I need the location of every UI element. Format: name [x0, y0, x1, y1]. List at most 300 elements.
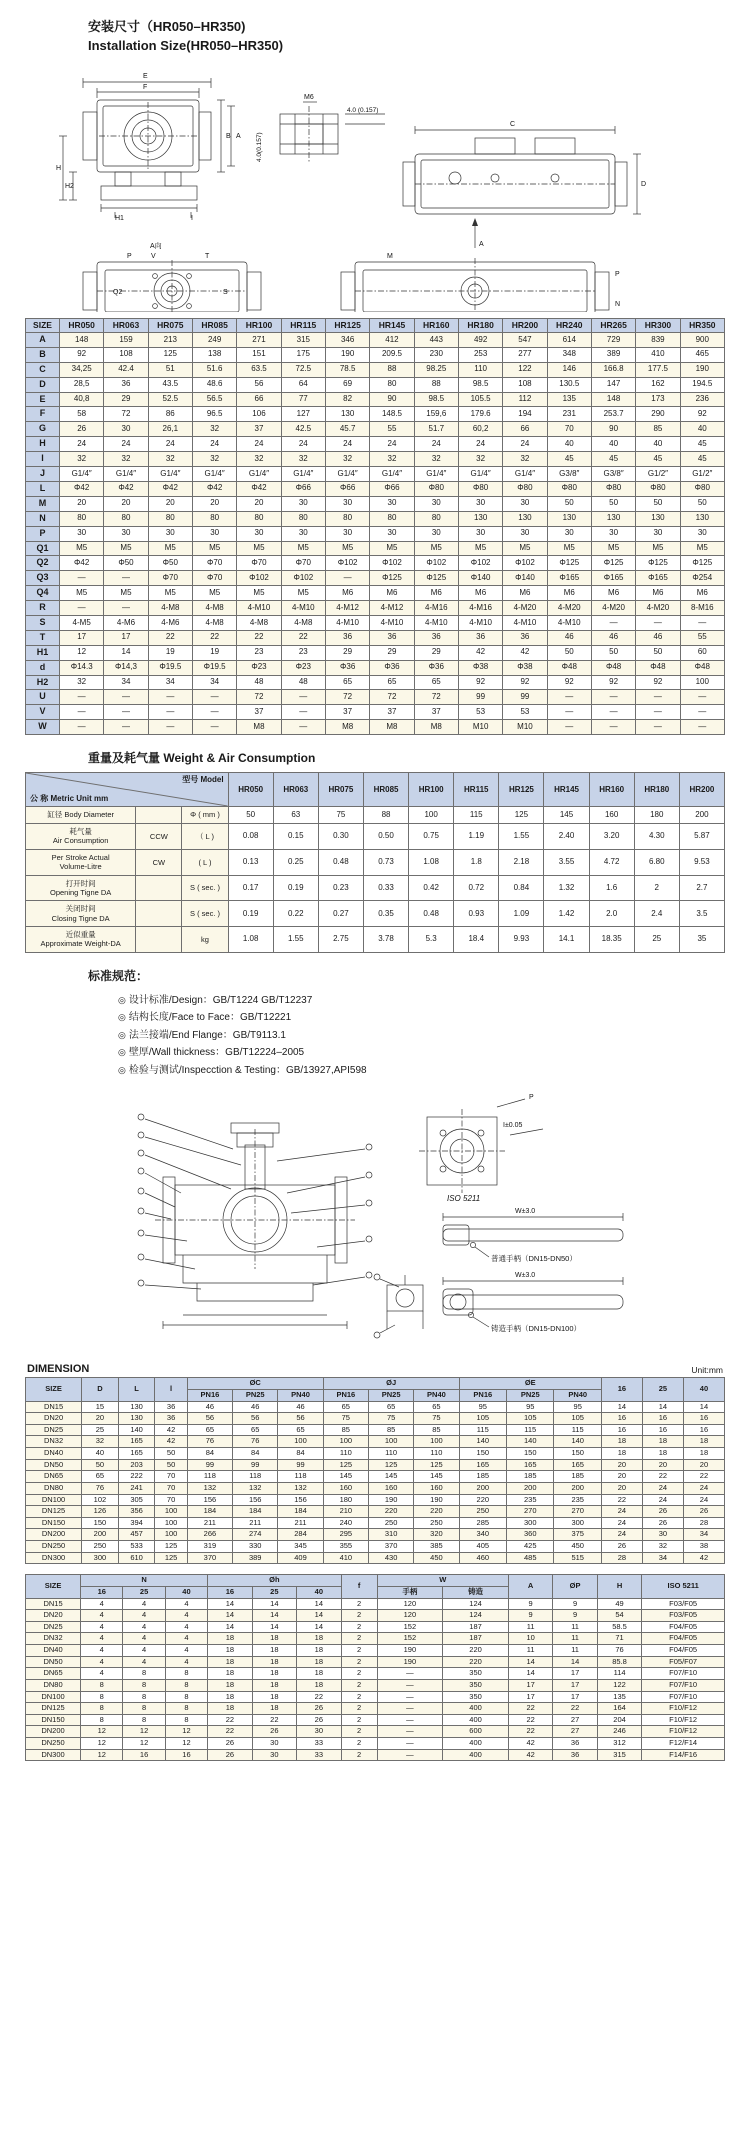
table-cell: 14 [601, 1401, 642, 1413]
table-cell: 18 [297, 1645, 342, 1657]
table-cell: 22 [683, 1471, 724, 1483]
table-cell: 11 [508, 1645, 552, 1657]
weight-row-label: 打开时间 Opening Tigne DA [26, 875, 136, 901]
table-cell: 46 [278, 1401, 323, 1413]
table-cell: 4-M10 [547, 615, 591, 630]
table-cell: 45 [680, 452, 724, 467]
table-cell: 310 [368, 1529, 413, 1541]
table-cell: 4-M12 [325, 601, 369, 616]
table-cell: 4-M16 [414, 601, 458, 616]
table-cell: 190 [377, 1656, 443, 1668]
table-cell: 138 [192, 347, 236, 362]
table-cell: — [377, 1749, 443, 1761]
table-cell: 88 [363, 807, 408, 824]
table-cell: 92 [547, 675, 591, 690]
table-cell: 105 [554, 1413, 601, 1425]
table-cell: 400 [443, 1738, 509, 1750]
table-cell: 18 [252, 1633, 296, 1645]
table-cell: 32 [82, 1436, 119, 1448]
table-cell: 0.75 [409, 824, 454, 850]
table-cell: 51 [148, 362, 192, 377]
table-cell: 140 [118, 1424, 155, 1436]
table-cell: M5 [148, 586, 192, 601]
svg-text:I±0.05: I±0.05 [503, 1122, 523, 1130]
table-cell: 125 [148, 347, 192, 362]
dim-size-cell: DN250 [26, 1738, 81, 1750]
table-cell: M6 [325, 586, 369, 601]
dim-size-cell: DN125 [26, 1703, 81, 1715]
table-cell: 40 [636, 437, 680, 452]
table-cell: 12 [165, 1726, 207, 1738]
table-cell: 1.6 [589, 875, 634, 901]
table-cell: 16 [601, 1413, 642, 1425]
table-cell: 80 [414, 511, 458, 526]
table-cell: 1.08 [228, 927, 273, 953]
table-cell: 240 [323, 1517, 368, 1529]
table-cell: 2 [341, 1668, 377, 1680]
table-cell: M5 [370, 541, 414, 556]
table-cell: 16 [642, 1413, 683, 1425]
table-cell: 184 [233, 1506, 278, 1518]
table-cell: 246 [597, 1726, 641, 1738]
table-cell: Φ165 [547, 571, 591, 586]
table-cell: 36 [553, 1738, 597, 1750]
table-cell: 55 [680, 630, 724, 645]
dim2-subheader: 25 [123, 1586, 165, 1598]
dim-size-cell: DN200 [26, 1726, 81, 1738]
table-cell: 50 [228, 807, 273, 824]
table-cell: 50 [636, 496, 680, 511]
table-cell: Φ70 [192, 571, 236, 586]
table-cell: 4 [165, 1621, 207, 1633]
table-cell: Φ42 [192, 481, 236, 496]
table-cell: 40,8 [60, 392, 104, 407]
table-cell: 42.4 [104, 362, 148, 377]
table-cell: — [636, 615, 680, 630]
table-cell: M5 [192, 586, 236, 601]
table-cell: 30 [237, 526, 281, 541]
dim-size-cell: DN25 [26, 1424, 82, 1436]
table-cell: 11 [553, 1621, 597, 1633]
row-label: H2 [26, 675, 60, 690]
row-label: T [26, 630, 60, 645]
table-cell: 84 [187, 1448, 232, 1460]
table-row [26, 1738, 725, 1750]
table-cell: — [377, 1679, 443, 1691]
table-cell: 253 [458, 347, 502, 362]
table-cell: 99 [278, 1459, 323, 1471]
table-cell: 151 [237, 347, 281, 362]
table-cell: 30 [192, 526, 236, 541]
table-cell: 120 [377, 1610, 443, 1622]
dim1-subheader: PN16 [323, 1389, 368, 1401]
weight-header-model: HR160 [589, 773, 634, 807]
table-cell: 187 [443, 1621, 509, 1633]
table-cell: 533 [118, 1541, 155, 1553]
table-cell: 4-M8 [192, 601, 236, 616]
table-cell: 65 [233, 1424, 278, 1436]
svg-text:H1: H1 [115, 214, 124, 222]
table-cell: 295 [323, 1529, 368, 1541]
header-model: HR240 [547, 318, 591, 332]
table-cell: 30 [297, 1726, 342, 1738]
table-cell: 66 [237, 392, 281, 407]
table-cell: 42 [155, 1424, 187, 1436]
table-cell: 105.5 [458, 392, 502, 407]
table-cell: 270 [554, 1506, 601, 1518]
table-cell: — [377, 1714, 443, 1726]
header-size: SIZE [26, 318, 60, 332]
table-cell: 80 [148, 511, 192, 526]
table-cell: — [281, 690, 325, 705]
table-cell: 36 [325, 630, 369, 645]
table-cell: 320 [414, 1529, 459, 1541]
weight-header-model: HR050 [228, 773, 273, 807]
table-cell: 84 [278, 1448, 323, 1460]
table-cell: 53 [458, 705, 502, 720]
svg-text:A向: A向 [150, 242, 162, 250]
table-cell: 43.5 [148, 377, 192, 392]
table-cell: 99 [233, 1459, 278, 1471]
header-model: HR100 [237, 318, 281, 332]
table-cell: 38 [683, 1541, 724, 1553]
table-cell: 211 [278, 1517, 323, 1529]
table-cell: 209.5 [370, 347, 414, 362]
table-cell: Φ80 [414, 481, 458, 496]
table-cell: 22 [252, 1714, 296, 1726]
table-cell: 85 [323, 1424, 368, 1436]
row-label: A [26, 333, 60, 348]
table-row [26, 615, 725, 630]
svg-text:A: A [236, 132, 241, 140]
table-cell: 8 [123, 1679, 165, 1691]
table-cell: 26 [601, 1541, 642, 1553]
table-cell: 9 [508, 1598, 552, 1610]
table-cell: 130 [118, 1401, 155, 1413]
table-row [26, 849, 725, 875]
table-row [26, 1714, 725, 1726]
table-cell: 14 [252, 1621, 296, 1633]
table-cell: 55 [370, 422, 414, 437]
table-cell: 26 [60, 422, 104, 437]
table-cell: 400 [443, 1714, 509, 1726]
table-cell: 80 [237, 511, 281, 526]
table-cell: 4 [81, 1668, 123, 1680]
table-cell: F04/F05 [642, 1621, 725, 1633]
table-cell: 30 [636, 526, 680, 541]
dim-size-cell: DN150 [26, 1517, 82, 1529]
dim1-subheader: PN25 [233, 1389, 278, 1401]
table-cell: 8 [165, 1703, 207, 1715]
dim-size-cell: DN20 [26, 1413, 82, 1425]
standard-item: ◎ 设计标准/Design：GB/T1224 GB/T12237 [118, 992, 750, 1010]
table-cell: 17 [508, 1679, 552, 1691]
table-row [26, 362, 725, 377]
table-cell: 22 [192, 630, 236, 645]
table-cell: 12 [81, 1738, 123, 1750]
table-cell: 250 [414, 1517, 459, 1529]
table-cell: 76 [233, 1436, 278, 1448]
weight-row-sub [136, 807, 182, 824]
table-cell: 160 [589, 807, 634, 824]
dim-size-cell: DN100 [26, 1691, 81, 1703]
table-cell: 145 [544, 807, 589, 824]
table-cell: 22 [553, 1703, 597, 1715]
table-cell: 70 [547, 422, 591, 437]
table-cell: 220 [414, 1506, 459, 1518]
table-cell: 30 [680, 526, 724, 541]
header-model: HR125 [325, 318, 369, 332]
table-cell: 50 [591, 645, 635, 660]
table-cell: 266 [187, 1529, 232, 1541]
table-cell: 24 [192, 437, 236, 452]
table-cell: G1/4″ [414, 467, 458, 482]
table-cell: 25 [634, 927, 679, 953]
table-cell: Φ102 [414, 556, 458, 571]
dim-size-cell: DN15 [26, 1401, 82, 1413]
svg-text:N: N [615, 300, 621, 308]
row-label: M [26, 496, 60, 511]
table-cell: 203 [118, 1459, 155, 1471]
header-model: HR300 [636, 318, 680, 332]
table-cell: 220 [443, 1645, 509, 1657]
table-cell: 30 [104, 422, 148, 437]
table-row [26, 422, 725, 437]
table-cell: 22 [281, 630, 325, 645]
table-cell: 22 [237, 630, 281, 645]
table-cell: 300 [554, 1517, 601, 1529]
table-cell: 4 [165, 1610, 207, 1622]
table-cell: 160 [323, 1482, 368, 1494]
table-cell: 17 [553, 1691, 597, 1703]
table-cell: 2 [341, 1679, 377, 1691]
table-cell: 4 [123, 1610, 165, 1622]
table-cell: Φ70 [237, 556, 281, 571]
table-cell: 185 [507, 1471, 554, 1483]
table-cell: 8 [123, 1691, 165, 1703]
table-cell: 285 [459, 1517, 506, 1529]
table-cell: 14 [297, 1598, 342, 1610]
table-cell: Φ42 [237, 481, 281, 496]
table-cell: 12 [81, 1726, 123, 1738]
table-cell: 2 [341, 1633, 377, 1645]
table-cell: 3.78 [363, 927, 408, 953]
dim2-subheader: 40 [297, 1586, 342, 1598]
dim-size-cell: DN15 [26, 1598, 81, 1610]
table-cell: M6 [591, 586, 635, 601]
dim1-subheader: PN25 [368, 1389, 413, 1401]
table-cell: 460 [459, 1552, 506, 1564]
table-cell: 42 [508, 1738, 552, 1750]
installation-size-title-cn: 安装尺寸（HR050–HR350) [88, 19, 246, 34]
weight-row-sub: CCW [136, 824, 182, 850]
table-cell: 23 [281, 645, 325, 660]
table-cell: 50 [680, 496, 724, 511]
table-row [26, 511, 725, 526]
table-cell: 65 [323, 1401, 368, 1413]
table-cell: 92 [503, 675, 547, 690]
table-cell: 16 [642, 1424, 683, 1436]
weight-row-unit: S ( sec. ) [182, 875, 228, 901]
table-cell: 18 [601, 1436, 642, 1448]
table-cell: 3.20 [589, 824, 634, 850]
svg-text:4.0 (0.157): 4.0 (0.157) [347, 106, 379, 114]
table-cell: 58 [60, 407, 104, 422]
table-row [26, 556, 725, 571]
weight-header-model: HR180 [634, 773, 679, 807]
table-cell: Φ42 [148, 481, 192, 496]
table-cell: 222 [118, 1471, 155, 1483]
table-cell: 8-M16 [680, 601, 724, 616]
table-cell: 70 [155, 1494, 187, 1506]
table-cell: 8 [123, 1714, 165, 1726]
table-cell: 250 [459, 1506, 506, 1518]
table-cell: Φ80 [503, 481, 547, 496]
table-cell: 4-M8 [148, 601, 192, 616]
weight-header-model: HR063 [273, 773, 318, 807]
table-cell: M8 [370, 720, 414, 735]
table-cell: 145 [368, 1471, 413, 1483]
table-cell: 230 [414, 347, 458, 362]
table-cell: 400 [443, 1749, 509, 1761]
table-cell: 132 [278, 1482, 323, 1494]
header-model: HR145 [370, 318, 414, 332]
table-cell: 72 [370, 690, 414, 705]
weight-header-model: HR200 [679, 773, 724, 807]
table-cell: 100 [680, 675, 724, 690]
dim1-subheader: PN40 [554, 1389, 601, 1401]
corner-model-cn: 型号 [182, 775, 199, 785]
table-cell: 410 [636, 347, 680, 362]
svg-text:P: P [615, 270, 620, 278]
table-cell: 165 [507, 1459, 554, 1471]
table-cell: 72 [414, 690, 458, 705]
table-cell: Φ48 [636, 660, 680, 675]
table-cell: 34 [148, 675, 192, 690]
table-cell: M6 [680, 586, 724, 601]
table-cell: 125 [323, 1459, 368, 1471]
table-cell: F03/F05 [642, 1610, 725, 1622]
table-cell: 14 [208, 1610, 252, 1622]
table-cell: Φ19.5 [192, 660, 236, 675]
table-cell: F07/F10 [642, 1679, 725, 1691]
table-cell: — [636, 705, 680, 720]
row-label: Q1 [26, 541, 60, 556]
table-cell: 194 [503, 407, 547, 422]
table-cell: 20 [237, 496, 281, 511]
table-cell: 30 [458, 496, 502, 511]
table-cell: 11 [553, 1633, 597, 1645]
table-cell: 9 [553, 1610, 597, 1622]
table-cell: 190 [680, 362, 724, 377]
table-row [26, 630, 725, 645]
table-cell: 18 [252, 1679, 296, 1691]
table-cell: 249 [192, 333, 236, 348]
table-cell: 355 [323, 1541, 368, 1553]
table-cell: 2 [634, 875, 679, 901]
table-cell: 24 [325, 437, 369, 452]
table-cell: M5 [192, 541, 236, 556]
table-cell: Φ80 [636, 481, 680, 496]
dimension-unit: Unit:mm [691, 1365, 723, 1376]
standard-item: ◎ 结构长度/Face to Face：GB/T12221 [118, 1009, 750, 1027]
table-row [26, 496, 725, 511]
table-cell: 80 [325, 511, 369, 526]
table-cell: 6.80 [634, 849, 679, 875]
table-cell: Φ66 [281, 481, 325, 496]
table-cell: F05/F07 [642, 1656, 725, 1668]
table-cell: — [547, 720, 591, 735]
dim1-header-25: 25 [642, 1378, 683, 1401]
table-cell: 156 [187, 1494, 232, 1506]
table-cell: 14 [104, 645, 148, 660]
table-cell: Φ42 [60, 556, 104, 571]
table-cell: 36 [458, 630, 502, 645]
weight-row-label: 近似重量 Approximate Weight-DA [26, 927, 136, 953]
table-row [26, 1621, 725, 1633]
table-cell: 100 [278, 1436, 323, 1448]
table-cell: 4 [81, 1633, 123, 1645]
header-model: HR265 [591, 318, 635, 332]
row-label: d [26, 660, 60, 675]
dim1-subheader: PN16 [187, 1389, 232, 1401]
table-cell: 18.4 [454, 927, 499, 953]
table-cell: 50 [155, 1448, 187, 1460]
table-cell: 33 [297, 1749, 342, 1761]
table-cell: 24 [683, 1482, 724, 1494]
table-cell: 270 [507, 1506, 554, 1518]
table-cell: 35 [679, 927, 724, 953]
table-cell: 26 [297, 1703, 342, 1715]
table-cell: 17 [508, 1691, 552, 1703]
table-cell: 22 [208, 1714, 252, 1726]
dim-size-cell: DN25 [26, 1621, 81, 1633]
table-cell: — [636, 690, 680, 705]
table-cell: 159 [104, 333, 148, 348]
table-cell: 42.5 [281, 422, 325, 437]
dim-size-cell: DN150 [26, 1714, 81, 1726]
table-cell: — [148, 720, 192, 735]
table-cell: 16 [165, 1749, 207, 1761]
table-cell: 30 [591, 526, 635, 541]
table-cell: 5.3 [409, 927, 454, 953]
table-cell: 492 [458, 333, 502, 348]
table-cell: 20 [82, 1413, 119, 1425]
table-cell: 350 [443, 1668, 509, 1680]
table-cell: 0.72 [454, 875, 499, 901]
table-cell: G1/4″ [192, 467, 236, 482]
table-cell: 27 [553, 1714, 597, 1726]
dim2-header-op: ØP [553, 1575, 597, 1598]
table-cell: 36 [104, 377, 148, 392]
table-cell: Φ80 [458, 481, 502, 496]
table-cell: 4-M10 [414, 615, 458, 630]
table-cell: 18 [208, 1645, 252, 1657]
table-cell: 78.5 [325, 362, 369, 377]
svg-text:S: S [223, 288, 228, 296]
table-cell: 32 [104, 452, 148, 467]
table-cell: 14 [553, 1656, 597, 1668]
table-cell: M8 [414, 720, 458, 735]
table-cell: 110 [323, 1448, 368, 1460]
table-cell: 20 [601, 1482, 642, 1494]
table-cell: 1.08 [409, 849, 454, 875]
table-cell: 32 [503, 452, 547, 467]
table-row [26, 824, 725, 850]
dim1-subheader: PN25 [507, 1389, 554, 1401]
table-cell: 50 [547, 645, 591, 660]
dim1-header-oc: ØC [187, 1378, 323, 1390]
